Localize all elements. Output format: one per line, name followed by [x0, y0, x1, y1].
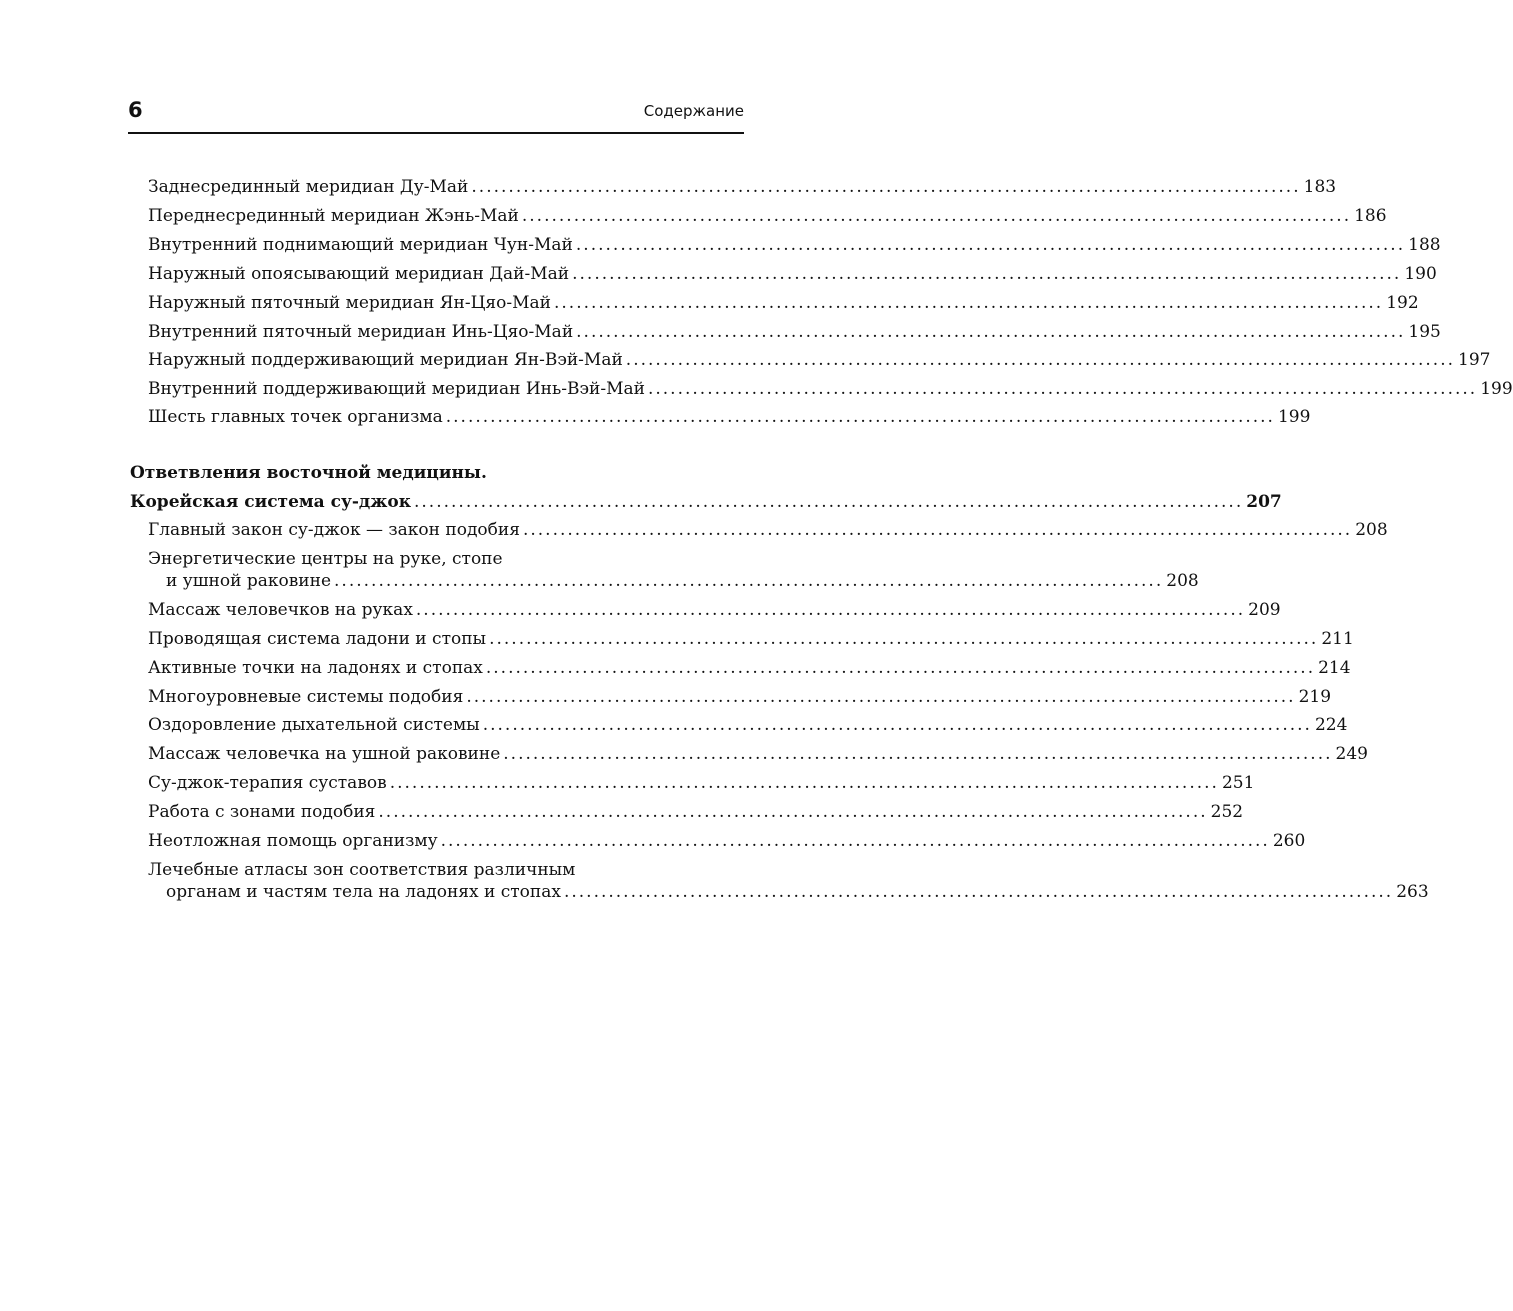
toc-entry[interactable] — [148, 772, 1255, 794]
dot-leader: ................................................................................................................ — [415, 600, 1246, 620]
toc-entry[interactable] — [148, 548, 1199, 592]
toc-entry-page: 188 — [1408, 235, 1441, 255]
toc-entry-page: 208 — [1355, 520, 1388, 540]
toc-entry[interactable] — [148, 830, 1306, 852]
toc-entry[interactable] — [148, 801, 1244, 823]
toc-entry-page: 199 — [1480, 379, 1513, 399]
toc-entry-page: 211 — [1321, 629, 1354, 649]
toc-entry[interactable] — [148, 859, 1429, 903]
toc-entry-title: Массаж человечков на руках — [148, 600, 413, 620]
dot-leader: ................................................................................................................ — [334, 571, 1164, 591]
dot-leader: ................................................................................................................ — [440, 831, 1270, 851]
toc-entry[interactable] — [148, 205, 1387, 227]
dot-leader: ................................................................................................................ — [647, 379, 1478, 399]
toc-entry-page: 197 — [1458, 350, 1491, 370]
toc-entry[interactable] — [148, 743, 1368, 765]
section-heading-page: 207 — [1246, 492, 1282, 512]
toc-entry-page: 186 — [1354, 206, 1387, 226]
toc-entry-page: 192 — [1386, 293, 1419, 313]
toc-entry-page: 251 — [1221, 773, 1255, 793]
dot-leader: ................................................................................................................ — [572, 264, 1402, 284]
toc-entry-page: 208 — [1166, 571, 1199, 591]
dot-leader: ................................................................................................................ — [521, 206, 1352, 226]
toc-section-heading[interactable] — [130, 462, 1282, 513]
toc-entry-page: 252 — [1210, 802, 1244, 822]
toc-entry-title-line1: Лечебные атласы зон соответствия различным — [148, 860, 576, 880]
toc-entry-title: Переднесрединный меридиан Жэнь-Май — [148, 206, 519, 226]
dot-leader: ................................................................................................................ — [553, 293, 1384, 313]
toc-entry[interactable] — [148, 714, 1348, 736]
toc-entry-page: 214 — [1318, 658, 1351, 678]
toc-entry-title: Наружный пяточный меридиан Ян-Цяо-Май — [148, 293, 551, 313]
toc-entry-title: Заднесрединный меридиан Ду-Май — [148, 177, 469, 197]
dot-leader: ................................................................................................................ — [575, 235, 1406, 255]
toc-entry-page: 183 — [1303, 177, 1337, 197]
toc-entry-page: 195 — [1408, 322, 1441, 342]
toc-entry-page: 249 — [1335, 744, 1368, 764]
running-head-title: Содержание — [643, 102, 744, 120]
dot-leader: ................................................................................................................ — [563, 882, 1394, 902]
dot-leader: ................................................................................................................ — [471, 177, 1301, 197]
dot-leader: ................................................................................................................ — [489, 629, 1319, 649]
dot-leader: ................................................................................................................ — [576, 322, 1406, 342]
toc-entry-page: 263 — [1396, 882, 1429, 902]
toc-entry[interactable] — [148, 628, 1354, 650]
toc-entry-title: органам и частям тела на ладонях и стопах — [166, 882, 561, 902]
toc-entry-title: Су-джок-терапия суставов — [148, 773, 387, 793]
toc-entry-title: Массаж человечка на ушной раковине — [148, 744, 501, 764]
toc-entry[interactable] — [148, 292, 1419, 314]
page-number: 6 — [128, 98, 143, 122]
toc-entry[interactable] — [148, 234, 1441, 256]
dot-leader: ................................................................................................................ — [378, 802, 1208, 822]
toc-entry-page: 199 — [1277, 407, 1311, 427]
toc-entry-title: Активные точки на ладонях и стопах — [148, 658, 483, 678]
toc-entry-page: 209 — [1248, 600, 1281, 620]
section-heading-line1: Ответвления восточной медицины. — [130, 463, 487, 483]
toc-entry-title: Шесть главных точек организма — [148, 407, 443, 427]
section-heading-title: Корейская система су-джок — [130, 492, 411, 512]
dot-leader: ................................................................................................................ — [625, 350, 1456, 370]
dot-leader: ................................................................................................................ — [522, 520, 1353, 540]
toc-entry[interactable] — [148, 176, 1337, 198]
toc-entry-title: Многоуровневые системы подобия — [148, 687, 464, 707]
toc-entry-title: Наружный опоясывающий меридиан Дай-Май — [148, 264, 570, 284]
toc-entry[interactable] — [148, 599, 1281, 621]
toc-entry-title: Внутренний поднимающий меридиан Чун-Май — [148, 235, 573, 255]
toc-entry[interactable] — [148, 378, 1513, 400]
toc-entry-page: 219 — [1298, 687, 1332, 707]
toc-entry[interactable] — [148, 263, 1437, 285]
toc-entry[interactable] — [148, 686, 1332, 708]
dot-leader: ................................................................................................................ — [414, 492, 1244, 512]
dot-leader: ................................................................................................................ — [389, 773, 1219, 793]
dot-leader: ................................................................................................................ — [482, 715, 1312, 735]
toc-entry-title: Проводящая система ладони и стопы — [148, 629, 487, 649]
running-head — [128, 98, 744, 134]
toc-entry-page: 190 — [1404, 264, 1437, 284]
toc-entry-title: Главный закон су-джок — закон подобия — [148, 520, 520, 540]
dot-leader: ................................................................................................................ — [503, 744, 1333, 764]
toc-entry-page: 224 — [1314, 715, 1348, 735]
toc-entry-title: Оздоровление дыхательной системы — [148, 715, 480, 735]
dot-leader: ................................................................................................................ — [466, 687, 1296, 707]
toc-entry[interactable] — [148, 321, 1441, 343]
toc-entry-title: Наружный поддерживающий меридиан Ян-Вэй-Май — [148, 350, 623, 370]
dot-leader: ................................................................................................................ — [485, 658, 1316, 678]
toc-entry[interactable] — [148, 519, 1388, 541]
toc-entry-title: Работа с зонами подобия — [148, 802, 376, 822]
toc-entry[interactable] — [148, 349, 1491, 371]
toc-entry-title-line1: Энергетические центры на руке, стопе — [148, 549, 503, 569]
toc-entry[interactable] — [148, 406, 1311, 428]
toc-entry-title: Внутренний пяточный меридиан Инь-Цяо-Май — [148, 322, 574, 342]
toc-entry-page: 260 — [1272, 831, 1306, 851]
dot-leader: ................................................................................................................ — [445, 407, 1275, 427]
toc-entry-title: и ушной раковине — [166, 571, 332, 591]
toc-entry-title: Внутренний поддерживающий меридиан Инь-Вэй-Май — [148, 379, 645, 399]
toc-entry[interactable] — [148, 657, 1351, 679]
toc-entry-title: Неотложная помощь организму — [148, 831, 438, 851]
